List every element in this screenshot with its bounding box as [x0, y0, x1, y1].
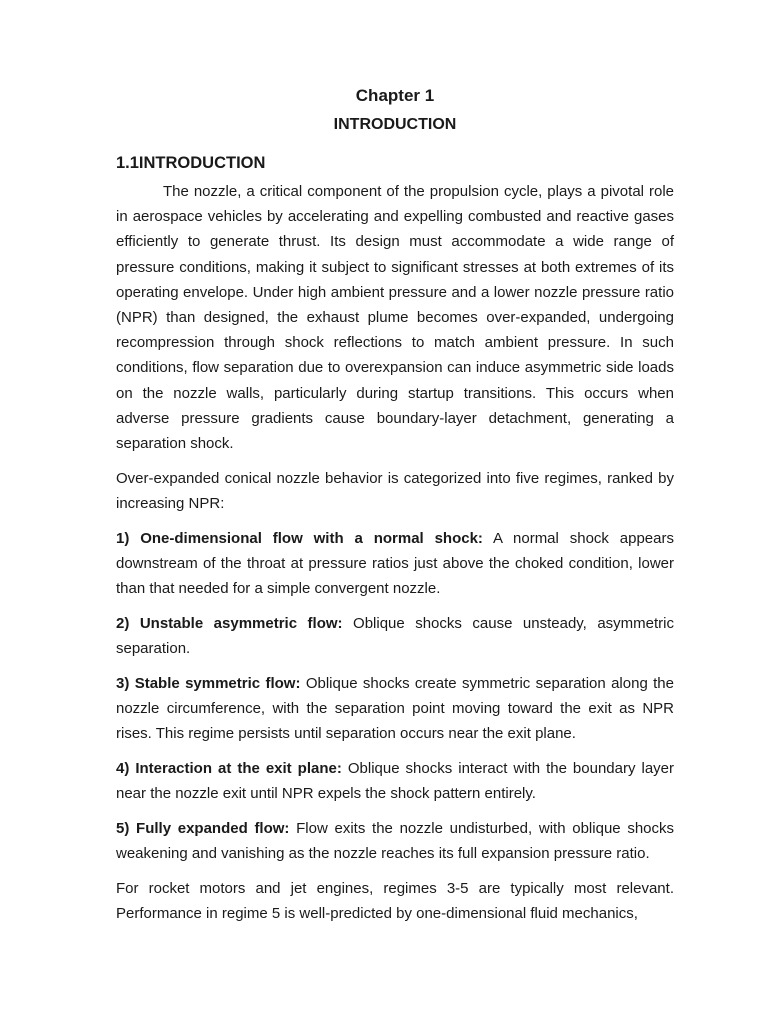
- intro-paragraph: The nozzle, a critical component of the propulsion cycle, plays a pivotal role in aerospace vehicles by accelerating and expelling combusted and reactive gases efficiently to generate thrust. Its design must accommodate a wide range of pressure conditions, making it subject to significant stresses at both extremes of its operating envelope. Under high ambient pressure and a lower nozzle pressure ratio (NPR) than designed, the exhaust plume becomes over-expanded, undergoing recompression through shock reflections to match ambient pressure. In such conditions, flow separation due to overexpansion can induce asymmetric side loads on the nozzle walls, particularly during startup transitions. This occurs when adverse pressure gradients cause boundary-layer detachment, generating a separation shock.: [116, 183, 674, 453]
- section-heading: 1.1INTRODUCTION: [116, 154, 266, 172]
- regime-text-1: A normal shock appears downstream of the throat at pressure ratios just above the choked condition, lower than that needed for a simple convergent nozzle.: [116, 529, 674, 598]
- regime-item-1: [116, 526, 674, 602]
- regime-lead-4: 4) Interaction at the exit plane:: [116, 760, 342, 778]
- regime-text-3: Oblique shocks create symmetric separation along the nozzle circumference, with the separation point moving toward the exit as NPR rises. This regime persists until separation occurs near the exit plane.: [116, 675, 674, 743]
- regime-item-3: [116, 671, 674, 747]
- regime-text-5: Flow exits the nozzle undisturbed, with oblique shocks weakening and vanishing as the nozzle reaches its full expansion pressure ratio.: [116, 820, 674, 863]
- chapter-number: Chapter 1: [355, 86, 435, 105]
- regime-lead-5: 5) Fully expanded flow:: [116, 820, 290, 838]
- regime-text-4: Oblique shocks interact with the boundary layer near the nozzle exit until NPR expels the shock pattern entirely.: [116, 760, 674, 803]
- regime-lead-2: 2) Unstable asymmetric flow:: [116, 615, 343, 633]
- regime-lead-3: 3) Stable symmetric flow:: [116, 675, 301, 693]
- regime-item-5: [116, 816, 674, 866]
- regimes-intro-paragraph: Over-expanded conical nozzle behavior is categorized into five regimes, ranked by increasing NPR:: [116, 469, 674, 513]
- document-page: [116, 84, 674, 936]
- regime-item-2: [116, 611, 674, 661]
- regime-lead-1: 1) One-dimensional flow with a normal shock:: [116, 529, 483, 547]
- chapter-title: INTRODUCTION: [333, 116, 457, 133]
- regime-text-2: Oblique shocks cause unsteady, asymmetric separation.: [116, 615, 674, 658]
- regime-item-4: [116, 756, 674, 806]
- closing-paragraph: For rocket motors and jet engines, regimes 3-5 are typically most relevant. Performance in regime 5 is well-predicted by one-dimensional fluid mechanics,: [116, 880, 674, 923]
